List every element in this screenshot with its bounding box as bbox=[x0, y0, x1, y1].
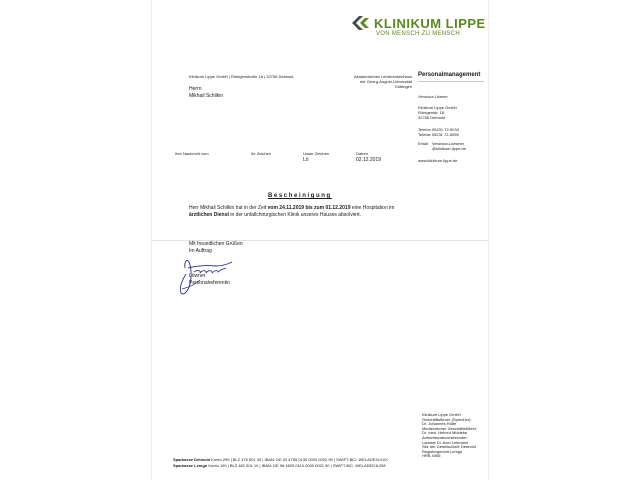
address-line-2: Röntgenstr. 18 bbox=[418, 110, 445, 115]
recipient-address bbox=[189, 86, 223, 99]
company-info-line: Sitz der Gesellschaft: Detmold bbox=[422, 444, 476, 450]
company-info-line: Dr. med. Helmut Middeke bbox=[422, 430, 468, 436]
ref-value-our-sign: Lö bbox=[303, 157, 309, 163]
bank-details: Konto 299 | BLZ 476 501 30 | IBAN: DE 02 4765 0130 0000 0002 99 | SWIFT-BIC: WELADE3LXXX bbox=[211, 457, 388, 462]
academic-line-2: der Georg-August-Universität bbox=[359, 79, 412, 84]
bank-line-detmold bbox=[173, 457, 388, 462]
company-info-line: Dr. Johannes Hütte bbox=[422, 421, 457, 427]
company-info-line: Klinikum Lippe GmbH bbox=[422, 412, 461, 417]
ref-label-your-message: Ihre Nachricht vom bbox=[175, 151, 209, 156]
email-label: Email bbox=[418, 141, 429, 146]
signer-role: Personalreferentin bbox=[189, 279, 230, 286]
academic-line-1: Akademisches Lehrkrankenhaus bbox=[353, 74, 412, 79]
body-text-2: eine Hospitation im bbox=[350, 205, 395, 211]
contact-phone-fax bbox=[418, 127, 459, 137]
ref-value-date: 02.12.2019 bbox=[356, 157, 382, 163]
closing bbox=[189, 241, 243, 254]
ref-label-our-sign: Unser Zeichen bbox=[303, 151, 330, 156]
website-link[interactable]: www.klinikum-lippe.de bbox=[418, 158, 458, 163]
contact-name: Veronica Löwner bbox=[418, 94, 448, 99]
email-address[interactable] bbox=[432, 141, 466, 151]
sidebar bbox=[418, 72, 488, 163]
email-line-1: Veronica.Loewner bbox=[432, 141, 465, 146]
ref-label-your-sign: Ihr Zeichen bbox=[251, 151, 272, 156]
phone-number: Telefon 05231 72-5034 bbox=[418, 127, 459, 132]
recipient-name: Mikhail Schilkin bbox=[189, 92, 224, 99]
academic-line-3: Göttingen bbox=[394, 84, 412, 89]
sidebar-divider bbox=[418, 81, 484, 82]
signer-name: Löwner bbox=[189, 273, 206, 279]
recipient-salutation: Herrn bbox=[189, 86, 202, 92]
bank-name: Sparkasse Lemgo bbox=[173, 463, 208, 468]
body-department: ärztlichen Dienst bbox=[189, 211, 230, 218]
letter-body bbox=[189, 205, 415, 218]
address-line-1: Klinikum Lippe GmbH bbox=[418, 105, 457, 110]
address-line-3: 32756 Detmold bbox=[418, 115, 446, 120]
company-info bbox=[422, 413, 477, 459]
body-text-1: Herr Mikhail Schilkin hat in der Zeit bbox=[189, 205, 268, 211]
bank-line-lemgo bbox=[173, 463, 386, 468]
company-info-line: Medizinischer Geschäftsführer: bbox=[422, 425, 478, 431]
logo-chevron-icon bbox=[352, 16, 372, 30]
contact-address bbox=[418, 105, 457, 120]
letter-page bbox=[152, 0, 488, 480]
email-line-2: @klinikum-lippe.de bbox=[432, 146, 466, 151]
fax-number: Telefax 05231 72-5056 bbox=[418, 132, 459, 137]
academic-note bbox=[348, 74, 412, 89]
logo-name: KLINIKUM LIPPE bbox=[374, 16, 486, 31]
company-info-line: Aufsichtsratsvorsitzender: bbox=[422, 434, 468, 440]
body-period: vom 24.11.2019 bis zum 01.12.2019 bbox=[267, 205, 351, 211]
logo-tagline: VON MENSCH ZU MENSCH bbox=[376, 31, 461, 37]
company-info-line: Registergericht Lemgo bbox=[422, 448, 463, 454]
company-info-line: HRB 4066 bbox=[422, 453, 441, 459]
bank-details: Konto 190 | BLZ 482 501 10 | IBAN: DE 96 4825 0110 0000 0001 90 | SWIFT-BIC: WELADED1LEM bbox=[208, 463, 386, 468]
sender-line: Klinikum Lippe GmbH | Röntgenstraße 18 | 32756 Detmold bbox=[189, 74, 294, 79]
company-info-line: Geschäftsführer (Sprecher): bbox=[422, 416, 472, 422]
company-info-line: Landrat Dr. Axel Lehmann bbox=[422, 439, 469, 445]
closing-greeting: Mit freundlichen Grüßen bbox=[189, 241, 243, 247]
ref-label-date: Datum bbox=[356, 151, 368, 156]
signer bbox=[189, 273, 230, 286]
sidebar-heading: Personalmanagement bbox=[418, 72, 481, 78]
letter-title: Bescheinigung bbox=[268, 193, 332, 199]
bank-name: Sparkasse Detmold bbox=[173, 457, 211, 462]
body-text-3: in der unfallchirurgischen Klinik unseres Hauses absolviert. bbox=[229, 211, 362, 218]
closing-authority: Im Auftrag bbox=[189, 247, 212, 254]
